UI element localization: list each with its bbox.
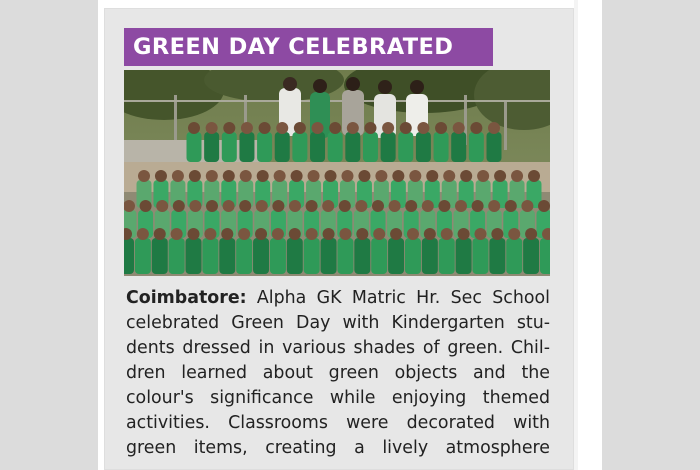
left-adjacent-page <box>0 0 98 470</box>
article-body <box>126 286 550 461</box>
headline: GREEN DAY CELEBRATED <box>133 34 454 60</box>
article-line-1-text: Alpha GK Matric Hr. Sec School <box>246 288 550 308</box>
article-line-7: green items, creating a lively atmosphere <box>126 438 550 458</box>
article-line-5: colour's significance while enjoying themed <box>126 388 550 408</box>
clipping-column-edge <box>574 0 578 470</box>
article-line-6: activities. Classrooms were decorated with <box>126 413 550 433</box>
article-line-4: dren learned about green objects and the <box>126 363 550 383</box>
article-line-1 <box>126 286 550 311</box>
article-line-3: dents dressed in various shades of green. Chil- <box>126 338 550 358</box>
group-photo <box>124 70 550 276</box>
article-line-2: celebrated Green Day with Kindergarten stu- <box>126 313 550 333</box>
right-adjacent-page <box>602 0 700 470</box>
headline-banner <box>124 28 493 66</box>
dateline: Coimbatore: <box>126 288 247 308</box>
group-photo-illustration <box>124 70 550 276</box>
